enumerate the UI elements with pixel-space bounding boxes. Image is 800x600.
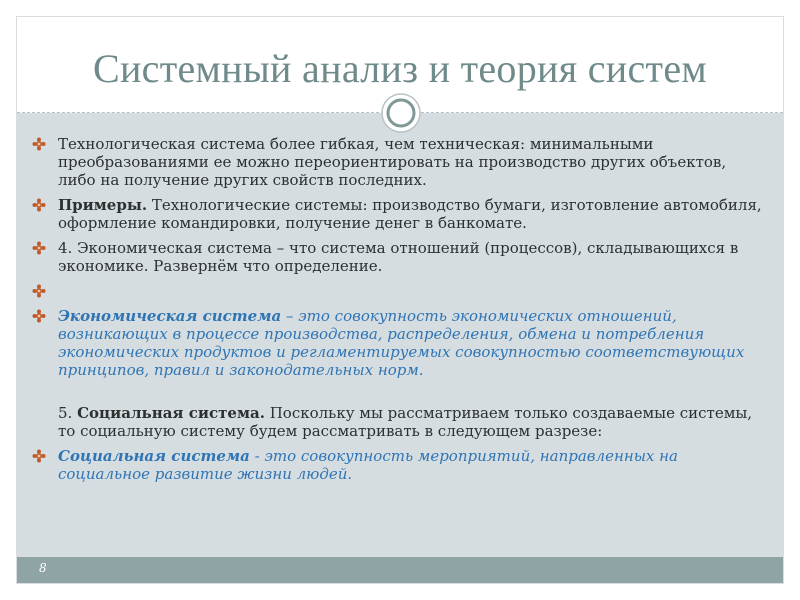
bullet-flower-icon (31, 283, 47, 299)
page-number: 8 (39, 561, 47, 575)
item-bold: Социальная система. (77, 404, 265, 422)
slide-title: Системный анализ и теория систем (92, 46, 707, 91)
list-item (31, 282, 767, 300)
bullet-flower-icon (31, 240, 47, 256)
item-bold: Примеры. (58, 196, 148, 214)
bullet-list (31, 135, 767, 490)
list-item (31, 196, 767, 232)
definition-term: Социальная система (58, 447, 250, 465)
item-text: 4. Экономическая система – что система отношений (процессов), складывающихся в экономике. Развернём что определение. (58, 239, 739, 275)
content-area (17, 113, 783, 559)
list-item (31, 307, 767, 379)
slide (16, 16, 784, 584)
definition-term: Экономическая система (58, 307, 282, 325)
definition-text: – это совокупность экономических отношений, возникающих в процессе производства, распределения, обмена и потребления экономических продуктов и регламентируемых совокупностью соответствующих принципов, правил и законодательных норм. (58, 307, 745, 379)
spacer (31, 386, 767, 404)
list-item (31, 239, 767, 275)
bullet-flower-icon (31, 448, 47, 464)
bullet-flower-icon (31, 197, 47, 213)
item-text: Технологическая система более гибкая, чем техническая: минимальными преобразованиями ее можно переориентировать на производство других объектов, либо на получение других свойств последних. (58, 135, 727, 189)
bullet-flower-icon (31, 308, 47, 324)
list-item (31, 447, 767, 483)
circle-ornament-icon (381, 93, 421, 133)
footer-bar (17, 557, 783, 583)
list-item (31, 135, 767, 189)
definition-text: - это совокупность мероприятий, направленных на социальное развитие жизни людей. (58, 447, 678, 483)
item-text: Поскольку мы рассматриваем только создаваемые системы, то социальную систему будем рассматривать в следующем разрезе: (58, 404, 753, 440)
bullet-flower-icon (31, 136, 47, 152)
item-text: Технологические системы: производство бумаги, изготовление автомобиля, оформление командировки, получение денег в банкомате. (58, 196, 762, 232)
list-item (31, 404, 767, 440)
item-prefix: 5. (58, 404, 78, 422)
